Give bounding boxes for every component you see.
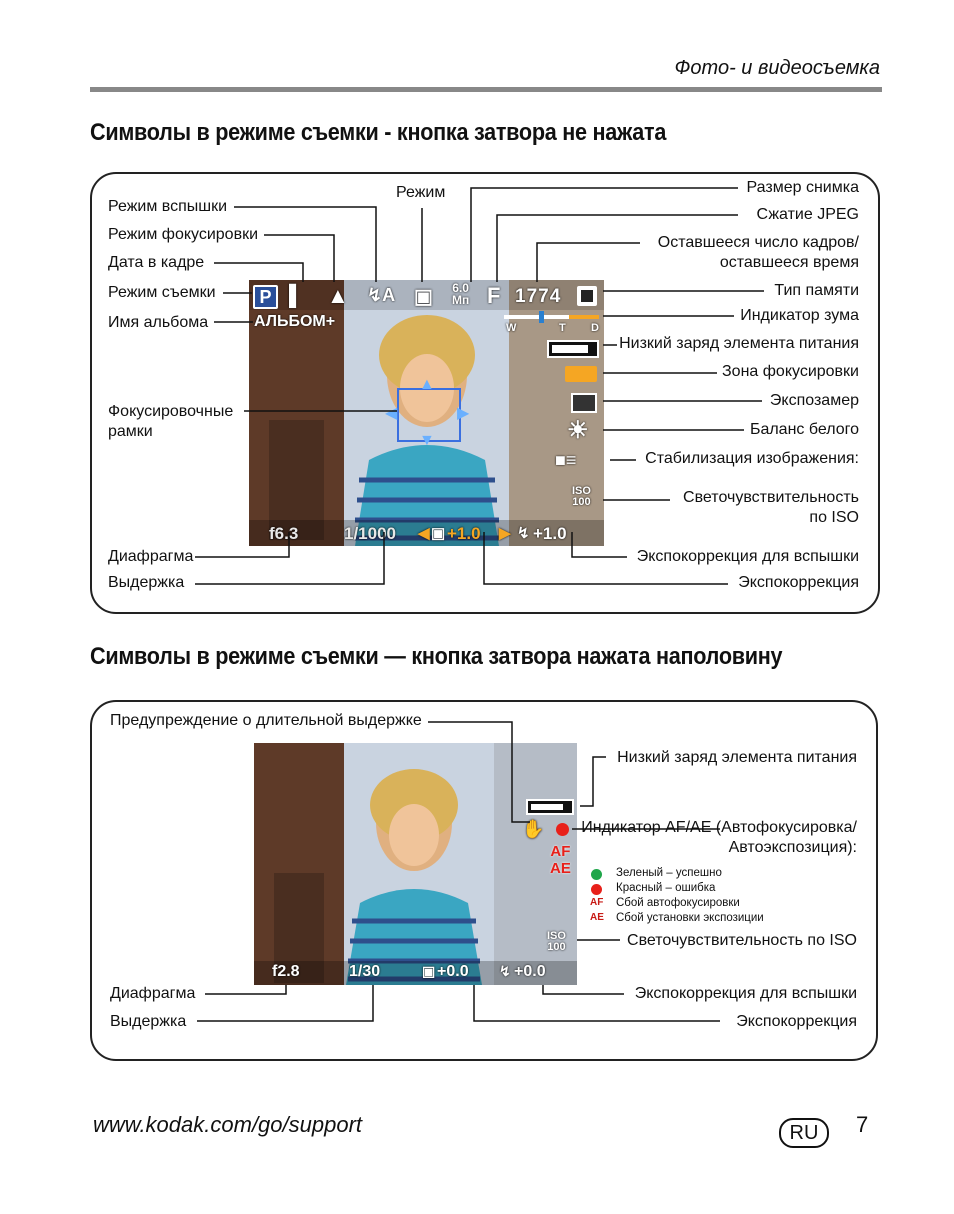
flash-mode-icon: ↯A bbox=[367, 285, 396, 305]
section-header: Фото- и видеосъемка bbox=[674, 57, 880, 79]
focus-arrow-up-icon: ▲ bbox=[419, 376, 435, 393]
legend-green: Зеленый – успешно bbox=[616, 867, 722, 879]
label-white-balance: Баланс белого bbox=[749, 421, 859, 438]
aperture-value: f6.3 bbox=[269, 524, 299, 543]
ae-fail-icon: AE bbox=[590, 912, 604, 923]
label-aperture: Диафрагма bbox=[108, 548, 194, 565]
language-badge: RU bbox=[779, 1118, 829, 1148]
label-flash-comp: Экспокоррекция для вспышки bbox=[636, 548, 859, 565]
stabilization-icon: ■≡ bbox=[555, 450, 577, 470]
flash-comp-icon-2: ↯ bbox=[499, 963, 511, 979]
label-flash-mode: Режим вспышки bbox=[108, 198, 228, 215]
flash-comp-value-2: +0.0 bbox=[514, 963, 546, 980]
flash-comp-value: +1.0 bbox=[533, 524, 567, 543]
exp-comp-right-arrow-icon: ▶ bbox=[499, 525, 511, 542]
zoom-t-label: T bbox=[559, 322, 566, 334]
shutter-value-2: 1/30 bbox=[349, 963, 381, 980]
label-zoom-indicator: Индикатор зума bbox=[740, 307, 859, 324]
af-ae-icon: AF AE bbox=[550, 843, 571, 877]
label-focus-mode: Режим фокусировки bbox=[108, 226, 259, 243]
label-mode: Режим bbox=[396, 184, 446, 201]
exposure-comp-icon-2: ▣ bbox=[422, 963, 436, 979]
exp-comp-left-arrow-icon: ◀ bbox=[418, 525, 430, 542]
iso-icon: ISO 100 bbox=[572, 485, 591, 508]
iso-icon-2: ISO 100 bbox=[547, 930, 566, 953]
label-focus-zone: Зона фокусировки bbox=[722, 363, 859, 380]
white-balance-icon: ☀ bbox=[567, 417, 589, 444]
label-date-stamp: Дата в кадре bbox=[108, 254, 205, 271]
label-focus-frames: Фокусировочные рамки bbox=[108, 403, 234, 440]
jpeg-compression-icon: F bbox=[487, 283, 501, 308]
page-number: 7 bbox=[856, 1112, 869, 1137]
legend-ae-fail: Сбой установки экспозиции bbox=[616, 912, 764, 924]
legend-af-fail: Сбой автофокусировки bbox=[616, 897, 740, 909]
focus-arrow-down-icon: ▼ bbox=[419, 432, 435, 449]
long-exposure-hand-icon: ✋ bbox=[522, 819, 545, 839]
af-fail-icon: AF bbox=[590, 897, 604, 908]
legend-red: Красный – ошибка bbox=[616, 882, 716, 894]
label-aperture-2: Диафрагма bbox=[110, 985, 196, 1002]
section1-title: Символы в режиме съемки - кнопка затвора не нажата bbox=[90, 119, 667, 146]
support-url[interactable]: www.kodak.com/go/support bbox=[93, 1112, 363, 1137]
label-iso-2: Светочувствительность по ISO bbox=[627, 932, 857, 949]
date-stamp-icon: ▌ bbox=[289, 285, 304, 307]
label-flash-comp-2: Экспокоррекция для вспышки bbox=[634, 985, 857, 1002]
focus-arrow-right-icon: ▶ bbox=[457, 405, 470, 422]
exposure-comp-value: +1.0 bbox=[447, 524, 481, 543]
remaining-count: 1774 bbox=[515, 286, 562, 307]
label-iso: Светочувствительность по ISO bbox=[683, 489, 859, 526]
label-storage-type: Тип памяти bbox=[774, 282, 859, 299]
exposure-comp-value-2: +0.0 bbox=[437, 963, 469, 980]
label-exposure-comp: Экспокоррекция bbox=[738, 574, 859, 591]
zoom-d-label: D bbox=[591, 322, 599, 334]
label-remaining: Оставшееся число кадров/ оставшееся время bbox=[657, 234, 859, 271]
label-af-ae: Индикатор AF/AE (Автофокусировка/Автоэкспозиция): bbox=[581, 819, 857, 856]
picture-size-icon: 6.0 Mп bbox=[452, 281, 470, 307]
zoom-w-label: W bbox=[506, 322, 517, 334]
label-low-battery-2: Низкий заряд элемента питания bbox=[617, 749, 857, 766]
section2-title: Символы в режиме съемки — кнопка затвора нажата наполовину bbox=[90, 643, 783, 670]
label-jpeg-compression: Сжатие JPEG bbox=[756, 206, 859, 223]
focus-mode-icon: ▲ bbox=[327, 283, 349, 308]
label-shutter: Выдержка bbox=[108, 574, 185, 591]
label-shutter-2: Выдержка bbox=[110, 1013, 187, 1030]
label-low-battery: Низкий заряд элемента питания bbox=[619, 335, 859, 352]
label-long-exposure: Предупреждение о длительной выдержке bbox=[110, 712, 422, 729]
label-picture-size: Размер снимка bbox=[746, 179, 859, 196]
flash-comp-icon: ↯ bbox=[517, 525, 530, 542]
label-exposure-comp-2: Экспокоррекция bbox=[736, 1013, 857, 1030]
exposure-comp-icon: ▣ bbox=[431, 525, 446, 542]
label-capture-mode: Режим съемки bbox=[108, 284, 216, 301]
capture-mode-icon: P bbox=[253, 285, 278, 309]
label-album-name: Имя альбома bbox=[108, 314, 209, 331]
mode-icon: ▣ bbox=[414, 286, 433, 308]
album-name: АЛЬБОМ+ bbox=[254, 313, 336, 330]
label-exposure-metering: Экспозамер bbox=[769, 392, 859, 409]
shutter-value: 1/1000 bbox=[344, 524, 396, 543]
focus-arrow-left-icon: ◀ bbox=[385, 405, 398, 422]
aperture-value-2: f2.8 bbox=[272, 963, 300, 980]
label-stabilization: Стабилизация изображения: bbox=[645, 450, 859, 467]
